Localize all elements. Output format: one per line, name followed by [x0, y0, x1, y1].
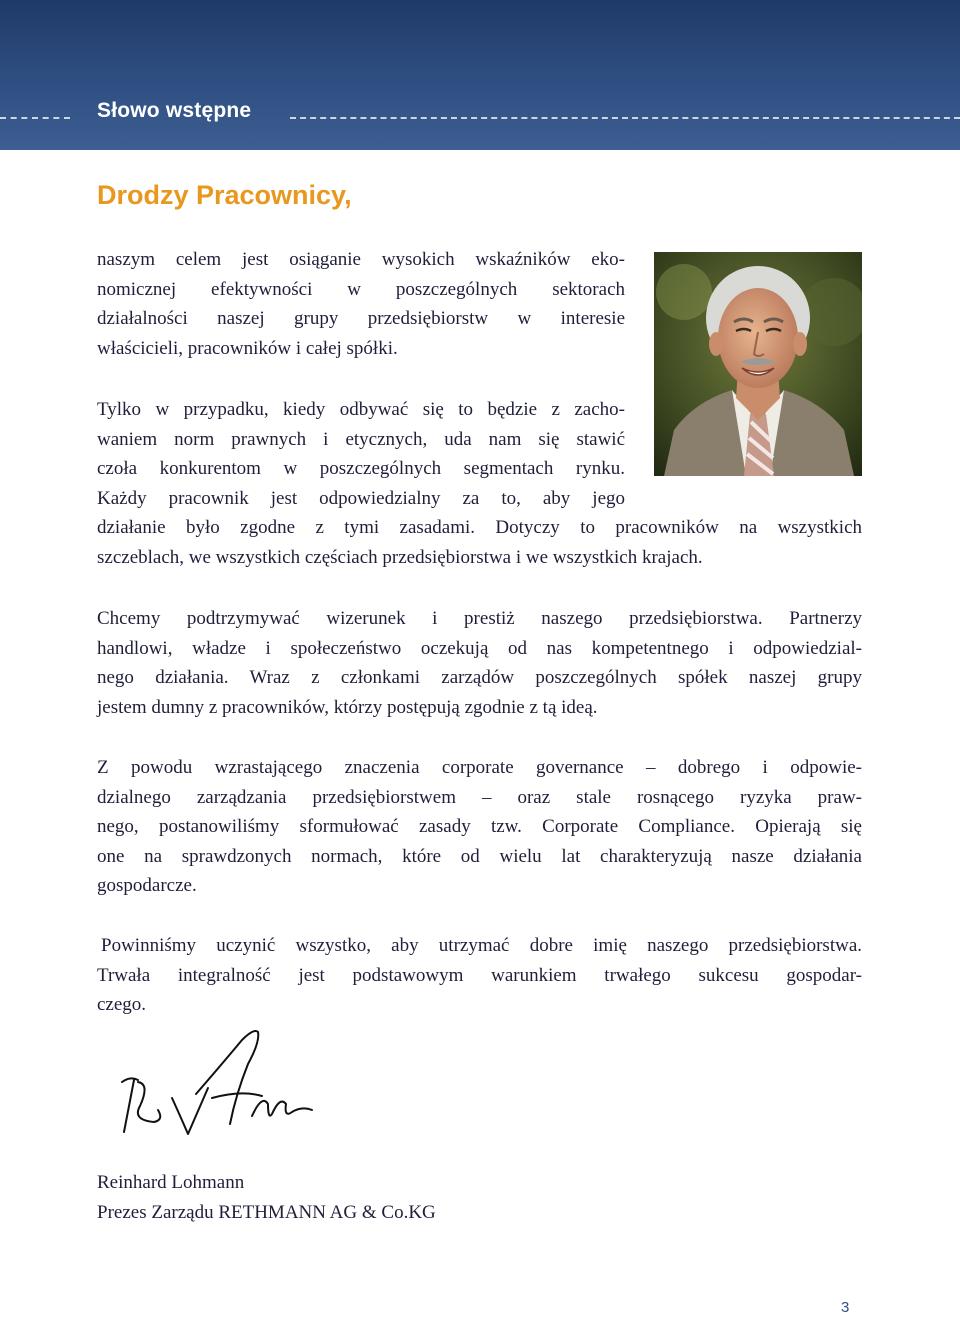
- paragraph-line: one na sprawdzonych normach, które od wielu lat charakteryzują nasze działania: [97, 845, 862, 867]
- paragraph-line: gospodarcze.: [97, 875, 197, 896]
- handwritten-signature: [112, 1024, 322, 1144]
- paragraph-5: [97, 931, 862, 1020]
- paragraph-line: Chcemy podtrzymywać wizerunek i prestiż naszego przedsiębiorstwa. Partnerzy: [97, 608, 862, 629]
- paragraph-line: działalności naszej grupy przedsiębiorstw w interesie: [97, 308, 625, 329]
- paragraph-line: dzialnego zarządzania przedsiębiorstwem – oraz stale rosnącego ryzyka praw-: [97, 786, 862, 808]
- paragraph-line: handlowi, władze i społeczeństwo oczekują od nas kompetentnego i odpowiedzial-: [97, 637, 862, 659]
- paragraph-line: nomicznej efektywności w poszczególnych sektorach: [97, 278, 625, 300]
- paragraph-line: Każdy pracownik jest odpowiedzialny za to, aby jego: [97, 487, 625, 509]
- header-dashed-rule-right: [290, 117, 960, 119]
- paragraph-line: szczeblach, we wszystkich częściach przedsiębiorstwa i we wszystkich krajach.: [97, 546, 703, 568]
- paragraph-line: działanie było zgodne z tymi zasadami. Dotyczy to pracowników na wszystkich: [97, 517, 862, 538]
- paragraph-line: nego działania. Wraz z członkami zarządów poszczególnych spółek naszej grupy: [97, 667, 862, 688]
- paragraph-line: czego.: [97, 994, 147, 1015]
- paragraph-line: właścicieli, pracowników i całej spółki.: [97, 337, 398, 359]
- paragraph-3: [97, 604, 862, 722]
- paragraph-line: czoła konkurentom w poszczególnych segmentach rynku.: [97, 458, 625, 479]
- paragraph-line: jestem dumny z pracowników, którzy postępują zgodnie z tą ideą.: [97, 696, 598, 718]
- paragraph-4: [97, 753, 862, 901]
- signer-name: Reinhard Lohmann: [97, 1172, 245, 1193]
- paragraph-1: [97, 245, 625, 363]
- signer-position: Prezes Zarządu RETHMANN AG & Co.KG: [97, 1202, 436, 1223]
- paragraph-line: Powinniśmy uczynić wszystko, aby utrzymać dobre imię naszego przedsiębiorstwa.: [101, 935, 862, 956]
- section-title: Słowo wstępne: [97, 99, 252, 122]
- signer-block: [97, 1168, 436, 1228]
- paragraph-line: Trwała integralność jest podstawowym warunkiem trwałego sukcesu gospodar-: [97, 964, 862, 986]
- paragraph-line: naszym celem jest osiąganie wysokich wskaźników eko-: [97, 249, 625, 270]
- header-band: [0, 0, 960, 150]
- paragraph-line: nego, postanowiliśmy sformułować zasady tzw. Corporate Compliance. Opierają się: [97, 816, 862, 837]
- paragraph-line: waniem norm prawnych i etycznych, uda nam się stawić: [97, 428, 625, 450]
- header-dashed-rule-left: [0, 117, 70, 119]
- paragraph-line: Z powodu wzrastającego znaczenia corporate governance – dobrego i odpowie-: [97, 757, 862, 778]
- page-number: 3: [841, 1299, 850, 1316]
- paragraph-2: [97, 395, 862, 572]
- greeting-heading: Drodzy Pracownicy,: [97, 180, 352, 210]
- portrait-photo: [654, 252, 862, 476]
- paragraph-line: Tylko w przypadku, kiedy odbywać się to będzie z zacho-: [97, 399, 625, 420]
